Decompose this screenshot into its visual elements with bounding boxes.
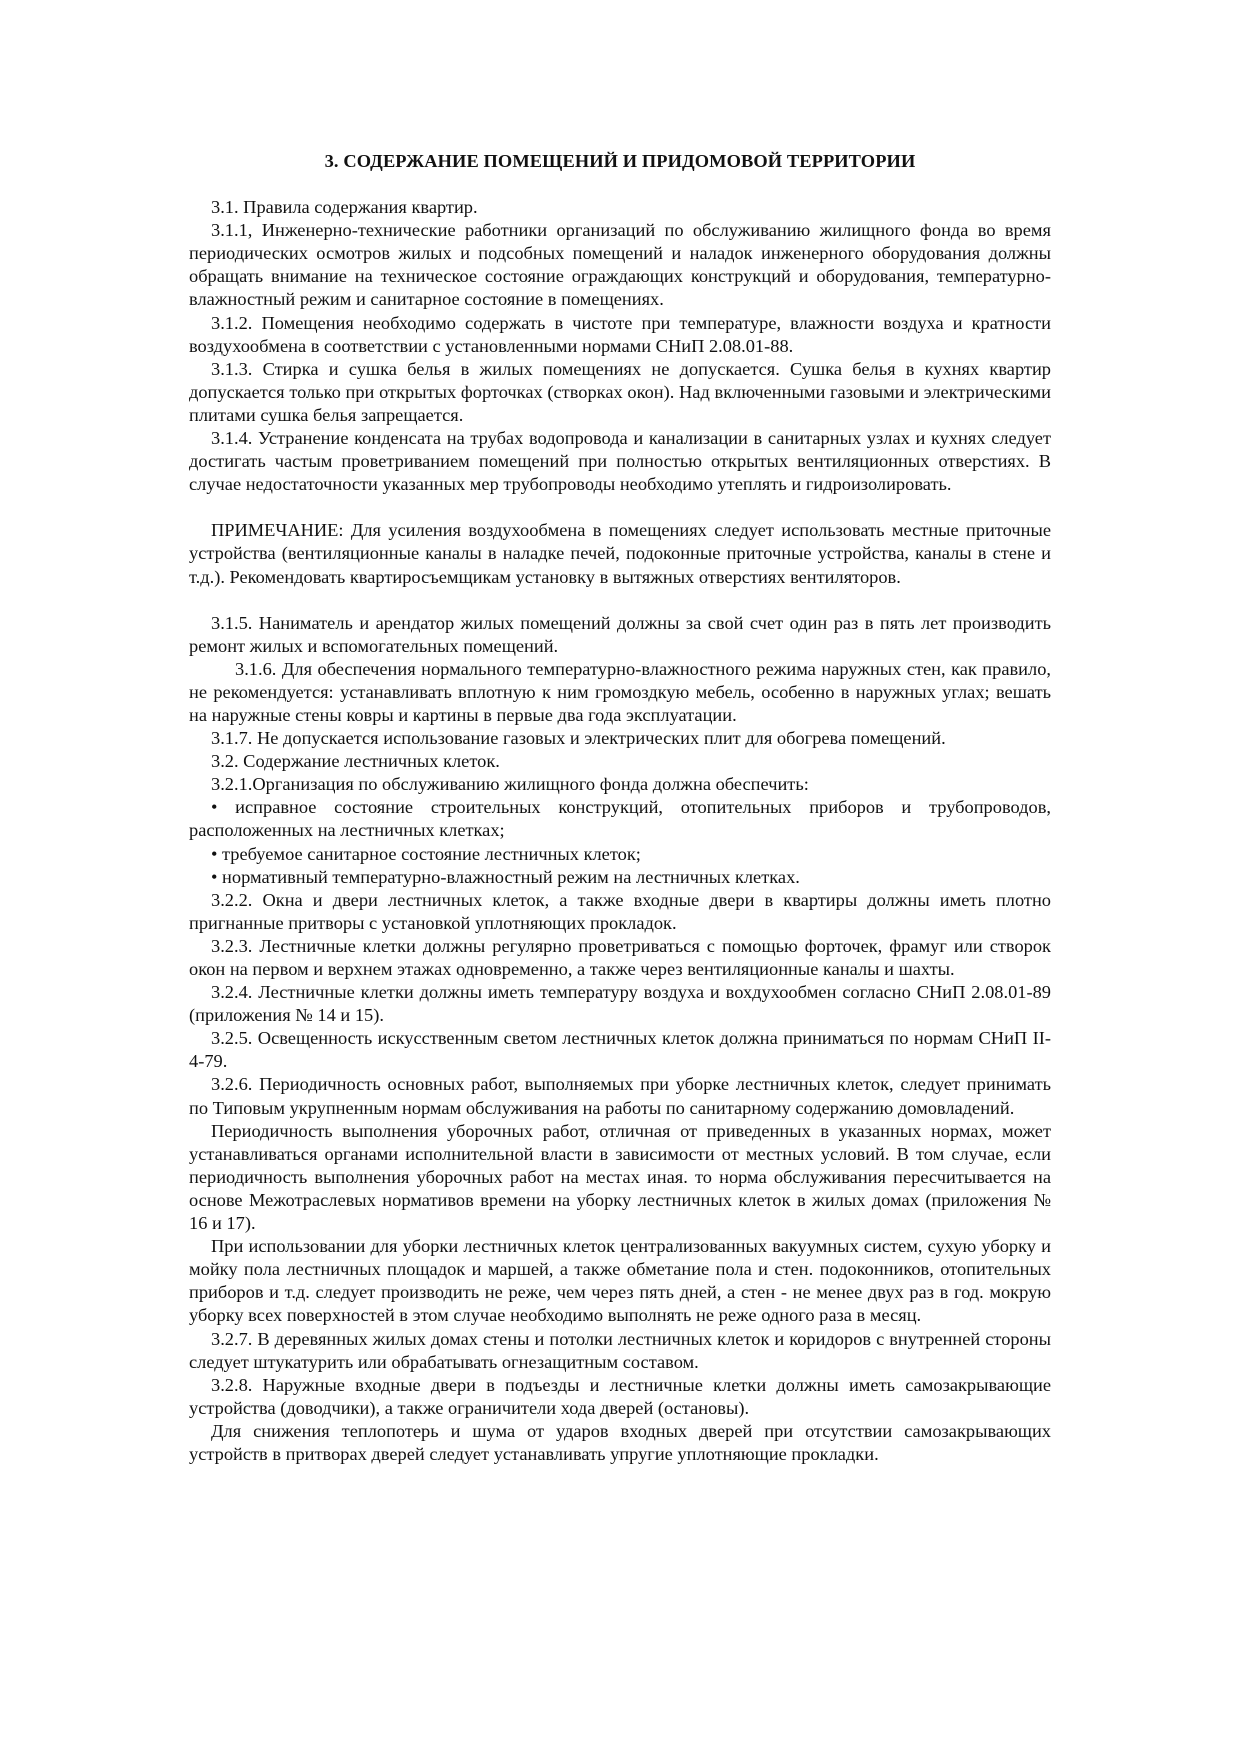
paragraph-3-2-2: 3.2.2. Окна и двери лестничных клеток, а также входные двери в квартиры должны иметь плотно пригнанные притворы с установкой уплотняющих прокладок. (189, 889, 1051, 933)
paragraph-3-2-1: 3.2.1.Организация по обслуживанию жилищного фонда должна обеспечить: (211, 774, 809, 795)
paragraph-heat-loss: Для снижения теплопотерь и шума от ударов входных дверей при отсутствии самозакрывающих устройств в притворах дверей следует устанавливать упругие уплотняющие прокладки. (189, 1420, 1051, 1464)
paragraph-3-2-8: 3.2.8. Наружные входные двери в подъезды и лестничные клетки должны иметь самозакрывающие устройства (доводчики), а также ограничители хода дверей (остановы). (189, 1374, 1051, 1418)
paragraph-periodicity: Периодичность выполнения уборочных работ, отличная от приведенных в указанных нормах, может устанавливаться органами исполнительной власти в зависимости от местных условий. В том случае, если периодичность выполнения уборочных работ на местах иная. то норма обслуживания пересчитывается на основе Межотраслевых нормативов времени на уборку лестничных клеток в жилых домах (приложения № 16 и 17). (189, 1120, 1051, 1234)
paragraph-3-1-1: 3.1.1, Инженерно-технические работники организаций по обслуживанию жилищного фонда во время периодических осмотров жилых и подсобных помещений и наладок инженерного оборудования должны обращать внимание на техническое состояние ограждающих конструкций и оборудования, температурно-влажностный режим и санитарное состояние в помещениях. (189, 220, 1051, 310)
bullet-item: • нормативный температурно-влажностный режим на лестничных клетках. (211, 866, 800, 887)
paragraph-3-1-5: 3.1.5. Наниматель и арендатор жилых помещений должны за свой счет один раз в пять лет производить ремонт жилых и вспомогательных помещений. (189, 612, 1051, 656)
note-paragraph: ПРИМЕЧАНИЕ: Для усиления воздухообмена в помещениях следует использовать местные приточные устройства (вентиляционные каналы в наладке печей, подоконные приточные устройства, каналы в стене и т.д.). Рекомендовать квартиросъемщикам установку в вытяжных отверстиях вентиляторов. (189, 520, 1051, 587)
paragraph-3-2-3: 3.2.3. Лестничные клетки должны регулярно проветриваться с помощью форточек, фрамуг или створок окон на первом и верхнем этажах одновременно, а также через вентиляционные каналы и шахты. (189, 935, 1051, 979)
paragraph-3-1-2: 3.1.2. Помещения необходимо содержать в чистоте при температуре, влажности воздуха и кратности воздухообмена в соответствии с установленными нормами СНиП 2.08.01-88. (189, 312, 1051, 356)
paragraph-3-2-4: 3.2.4. Лестничные клетки должны иметь температуру воздуха и вохдухообмен согласно СНиП 2.08.01-89 (приложения № 14 и 15). (189, 982, 1051, 1026)
bullet-item: • требуемое санитарное состояние лестничных клеток; (211, 843, 641, 864)
paragraph-3-2: 3.2. Содержание лестничных клеток. (211, 751, 500, 772)
paragraph-3-2-5: 3.2.5. Освещенность искусственным светом лестничных клеток должна приниматься по нормам СНиП II-4-79. (189, 1028, 1051, 1072)
document-page (189, 150, 1051, 1466)
paragraph-3-1-7: 3.1.7. Не допускается использование газовых и электрических плит для обогрева помещений. (211, 728, 946, 749)
paragraph-3-1-6: 3.1.6. Для обеспечения нормального температурно-влажностного режима наружных стен, как правило, не рекомендуется: устанавливать вплотную к ним громоздкую мебель, особенно в наружных углах; вешать на наружные стены ковры и картины в первые два года эксплуатации. (189, 658, 1051, 725)
spacer (189, 589, 1051, 612)
spacer (189, 496, 1051, 519)
paragraph-3-1-4: 3.1.4. Устранение конденсата на трубах водопровода и канализации в санитарных узлах и кухнях следует достигать частым проветриванием помещений при полностью открытых вентиляционных отверстиях. В случае недостаточности указанных мер трубопроводы необходимо утеплять и гидроизолировать. (189, 428, 1051, 495)
paragraph-vacuum-systems: При использовании для уборки лестничных клеток централизованных вакуумных систем, сухую уборку и мойку пола лестничных площадок и маршей, а также обметание пола и стен. подоконников, отопительных приборов и т.д. следует производить не реже, чем через пять дней, а стен - не менее двух раз в год. мокрую уборку всех поверхностей в этом случае необходимо выполнять не реже одного раза в месяц. (189, 1236, 1051, 1326)
paragraph-3-2-7: 3.2.7. В деревянных жилых домах стены и потолки лестничных клеток и коридоров с внутренней стороны следует штукатурить или обрабатывать огнезащитным составом. (189, 1328, 1051, 1372)
section-title: 3. СОДЕРЖАНИЕ ПОМЕЩЕНИЙ И ПРИДОМОВОЙ ТЕРРИТОРИИ (324, 151, 916, 171)
paragraph-3-2-6: 3.2.6. Периодичность основных работ, выполняемых при уборке лестничных клеток, следует принимать по Типовым укрупненным нормам обслуживания на работы по санитарному содержанию домовладений. (189, 1074, 1051, 1118)
paragraph-3-1-3: 3.1.3. Стирка и сушка белья в жилых помещениях не допускается. Сушка белья в кухнях квартир допускается только при открытых форточках (створках окон). Над включенными газовыми и электрическими плитами сушка белья запрещается. (189, 358, 1051, 425)
bullet-item: • исправное состояние строительных конструкций, отопительных приборов и трубопроводов, расположенных на лестничных клетках; (189, 797, 1051, 841)
paragraph-3-1: 3.1. Правила содержания квартир. (211, 197, 478, 218)
